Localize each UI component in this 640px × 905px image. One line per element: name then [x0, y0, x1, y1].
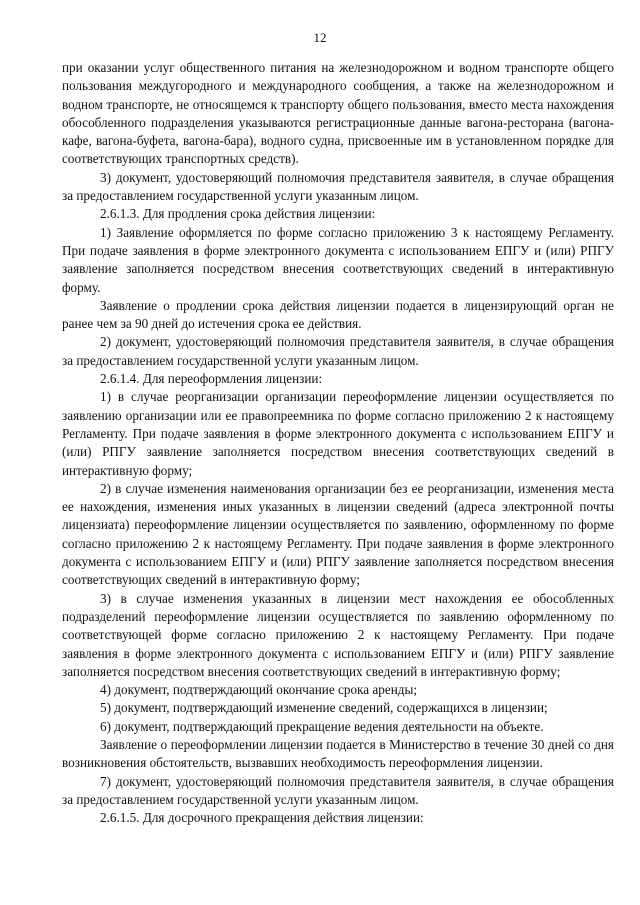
paragraph: 2.6.1.5. Для досрочного прекращения действия лицензии: [100, 810, 424, 826]
paragraph: 2.6.1.3. Для продления срока действия лицензии: [100, 206, 376, 222]
paragraph: 7) документ, удостоверяющий полномочия представителя заявителя, в случае обращения за предоставлением государственной услуги указанным лицом. [62, 773, 614, 807]
paragraph: 6) документ, подтверждающий прекращение ведения деятельности на объекте. [100, 718, 544, 734]
paragraph: 3) документ, удостоверяющий полномочия представителя заявителя, в случае обращения за предоставлением государственной услуги указанным лицом. [62, 169, 614, 204]
paragraph: 3) в случае изменения указанных в лицензии мест нахождения ее обособленных подразделений переоформление лицензии осуществляется по заявлению оформленному по соответствующей форме согласно приложению 2 к настоящему Регламенту. При подаче заявления в форме электронного документа с использованием ЕПГУ и (или) РПГУ заявление заполняется посредством внесения соответствующих сведений в интерактивную форму; [62, 590, 614, 679]
paragraph: Заявление о продлении срока действия лицензии подается в лицензирующий орган не ранее чем за 90 дней до истечения срока ее действия. [62, 297, 614, 332]
paragraph: 2) в случае изменения наименования организации без ее реорганизации, изменения места ее нахождения, изменения иных указанных в лицензии сведений (адреса электронной почты лицензиата) переоформление лицензии осуществляется по заявлению, оформленному по форме согласно приложению 2 к настоящему Регламенту. При подаче заявления в форме электронного документа с использованием ЕПГУ и (или) РПГУ заявление заполняется посредством внесения соответствующих сведений в интерактивную форму; [62, 480, 614, 588]
document-body [62, 59, 614, 827]
paragraph: 5) документ, подтверждающий изменение сведений, содержащихся в лицензии; [100, 700, 548, 716]
page-number: 12 [313, 30, 327, 45]
paragraph: 2) документ, удостоверяющий полномочия представителя заявителя, в случае обращения за предоставлением государственной услуги указанным лицом. [62, 334, 614, 368]
paragraph: 2.6.1.4. Для переоформления лицензии: [100, 371, 323, 387]
paragraph: 4) документ, подтверждающий окончание срока аренды; [100, 682, 417, 698]
paragraph: 1) в случае реорганизации организации переоформление лицензии осуществляется по заявлению организации или ее правопреемника по форме согласно приложению 2 к настоящему Регламенту. При подаче заявления в форме электронного документа с использованием ЕПГУ и (или) РПГУ заявление заполняется посредством внесения соответствующих сведений в интерактивную форму; [62, 389, 614, 478]
paragraph: Заявление о переоформлении лицензии подается в Министерство в течение 30 дней со дня возникновения обстоятельств, вызвавших необходимость переоформления лицензии. [62, 736, 614, 771]
paragraph: 1) Заявление оформляется по форме согласно приложению 3 к настоящему Регламенту. При подаче заявления в форме электронного документа с использованием ЕПГУ и (или) РПГУ заявление заполняется посредством внесения соответствующих сведений в интерактивную форму. [62, 224, 614, 295]
paragraph: при оказании услуг общественного питания на железнодорожном и водном транспорте общего пользования междугородного и международного сообщения, а также на железнодорожном и водном транспорте, не относящемся к транспорту общего пользования, вместо места нахождения обособленного подразделения указываются регистрационные данные вагона-ресторана (вагона-кафе, вагона-буфета, вагона-бара), водного судна, присвоенные им в установленном порядке для соответствующих транспортных средств). [62, 60, 614, 167]
